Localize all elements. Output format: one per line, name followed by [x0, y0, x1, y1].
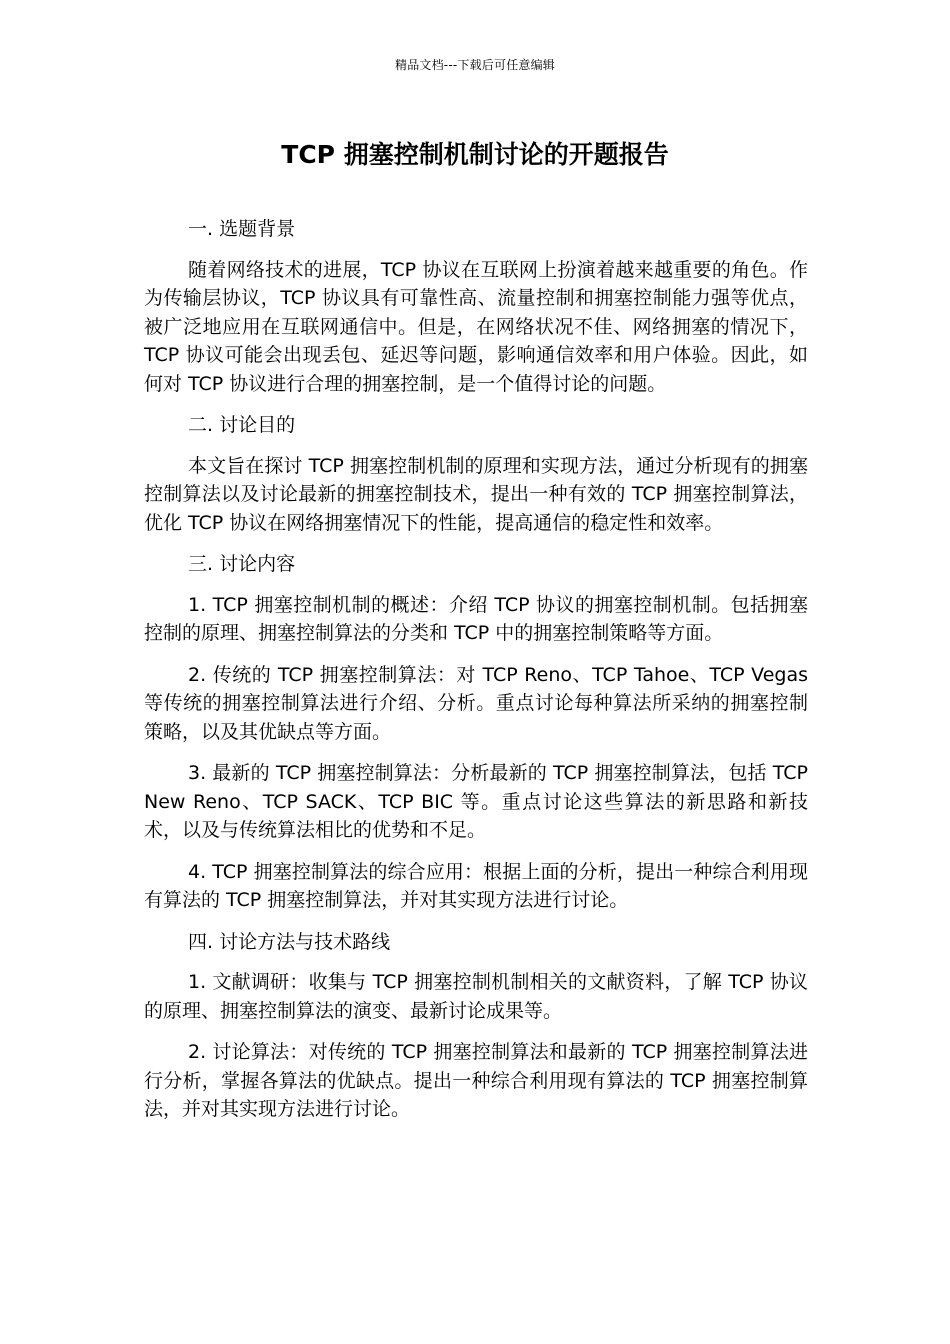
- list-item-content-2: 2. 传统的 TCP 拥塞控制算法：对 TCP Reno、TCP Tahoe、TCP Vegas 等传统的拥塞控制算法进行介绍、分析。重点讨论每种算法所采纳的拥塞控制策略，以及其优缺点等方面。: [144, 663, 808, 743]
- list-item-content-1: 1. TCP 拥塞控制机制的概述：介绍 TCP 协议的拥塞控制机制。包括拥塞控制的原理、拥塞控制算法的分类和 TCP 中的拥塞控制策略等方面。: [144, 593, 808, 644]
- page-header-note: 精品文档---下载后可任意编辑: [395, 58, 555, 72]
- paragraph-background: 随着网络技术的进展，TCP 协议在互联网上扮演着越来越重要的角色。作为传输层协议，TCP 协议具有可靠性高、流量控制和拥塞控制能力强等优点，被广泛地应用在互联网通信中。但是，在网络状况不佳、网络拥塞的情况下，TCP 协议可能会出现丢包、延迟等问题，影响通信效率和用户体验。因此，如何对 TCP 协议进行合理的拥塞控制，是一个值得讨论的问题。: [144, 258, 808, 395]
- section-heading-purpose: 二. 讨论目的: [188, 414, 296, 436]
- paragraph-purpose: 本文旨在探讨 TCP 拥塞控制机制的原理和实现方法，通过分析现有的拥塞控制算法以及讨论最新的拥塞控制技术，提出一种有效的 TCP 拥塞控制算法，优化 TCP 协议在网络拥塞情况下的性能，提高通信的稳定性和效率。: [144, 454, 808, 534]
- section-heading-background: 一. 选题背景: [188, 218, 296, 240]
- section-heading-methods: 四. 讨论方法与技术路线: [188, 930, 391, 953]
- list-item-content-4: 4. TCP 拥塞控制算法的综合应用：根据上面的分析，提出一种综合利用现有算法的 TCP 拥塞控制算法，并对其实现方法进行讨论。: [144, 860, 808, 911]
- section-heading-content: 三. 讨论内容: [188, 553, 296, 575]
- list-item-methods-1: 1. 文献调研：收集与 TCP 拥塞控制机制相关的文献资料，了解 TCP 协议的原理、拥塞控制算法的演变、最新讨论成果等。: [144, 971, 808, 1022]
- list-item-methods-2: 2. 讨论算法：对传统的 TCP 拥塞控制算法和最新的 TCP 拥塞控制算法进行分析，掌握各算法的优缺点。提出一种综合利用现有算法的 TCP 拥塞控制算法，并对其实现方法进行讨论。: [144, 1041, 808, 1120]
- document-title: TCP 拥塞控制机制讨论的开题报告: [281, 140, 669, 169]
- document-body: [144, 215, 808, 1137]
- list-item-content-3: 3. 最新的 TCP 拥塞控制算法：分析最新的 TCP 拥塞控制算法，包括 TCP New Reno、TCP SACK、TCP BIC 等。重点讨论这些算法的新思路和新技术，以及与传统算法相比的优势和不足。: [144, 762, 808, 841]
